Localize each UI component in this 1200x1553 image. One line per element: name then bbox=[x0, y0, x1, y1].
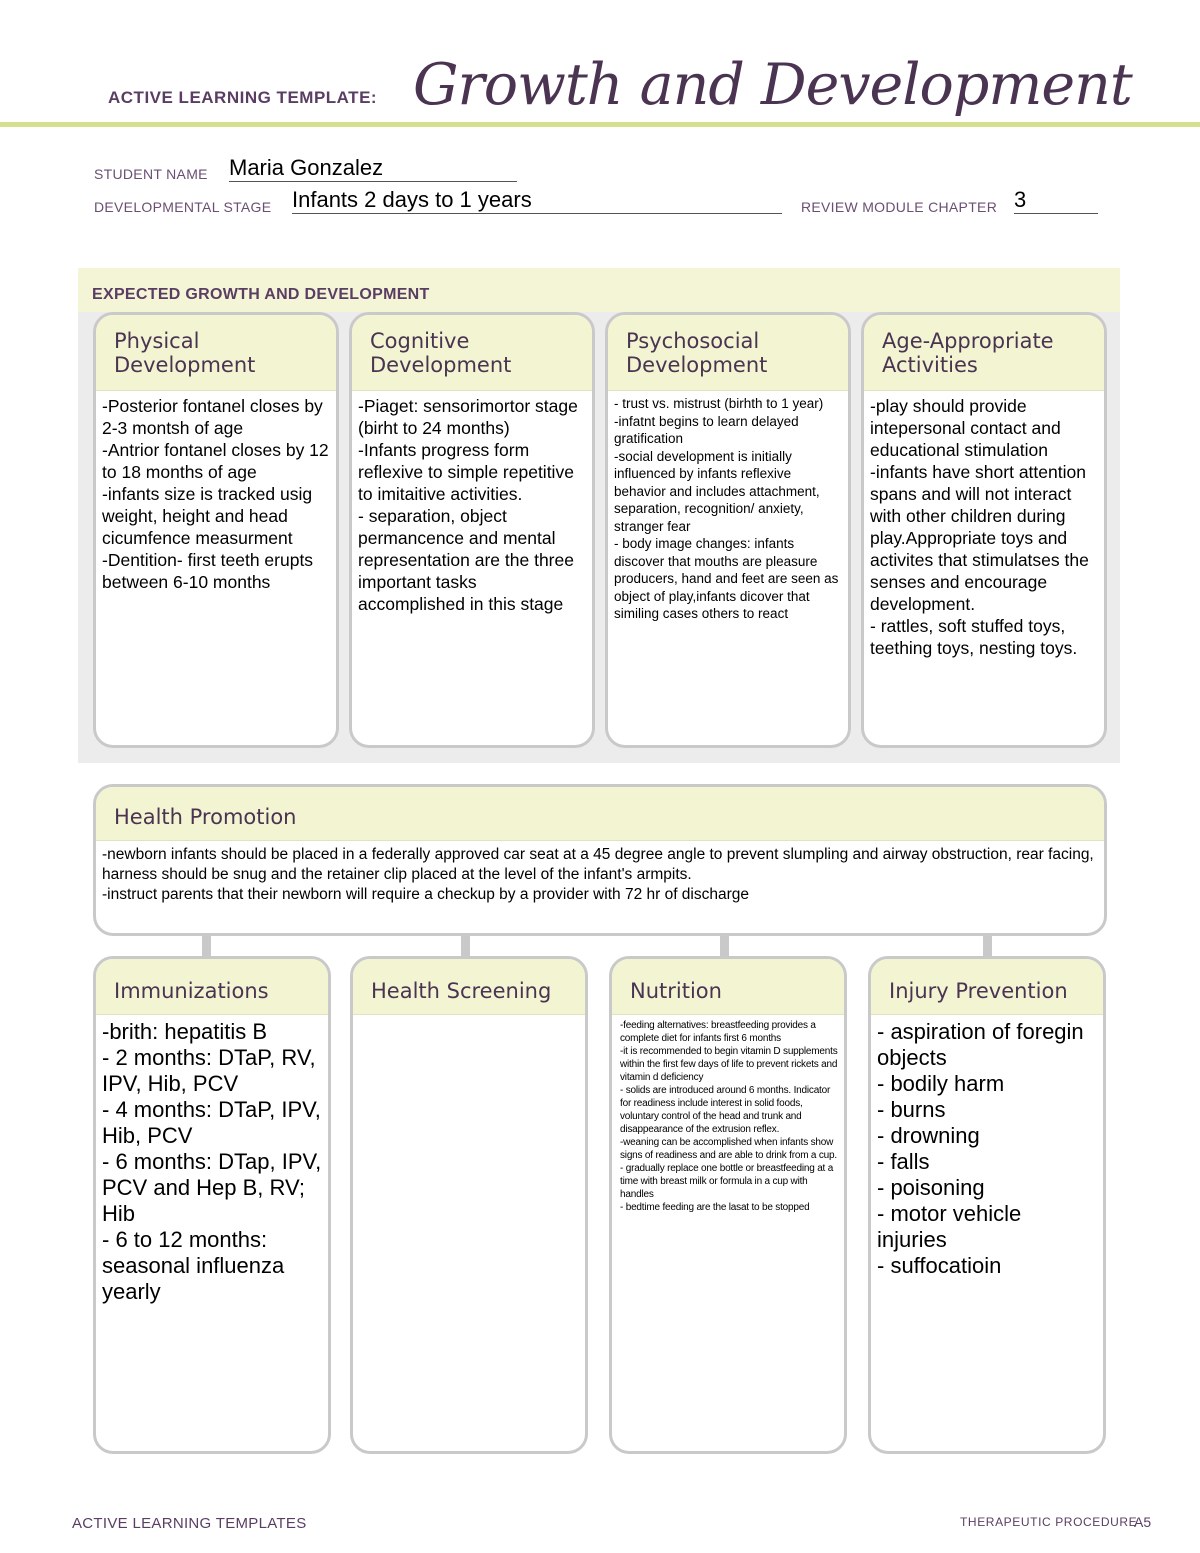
review-chapter-field[interactable]: 3 bbox=[1014, 186, 1098, 214]
injury-prevention-card bbox=[868, 956, 1106, 1454]
card-heading: Injury Prevention bbox=[871, 959, 1103, 1015]
footer-right-label: THERAPEUTIC PROCEDURE bbox=[960, 1515, 1138, 1529]
health-promotion-text[interactable]: -newborn infants should be placed in a federally approved car seat at a 45 degree angle to prevent slumpling and airway obstruction, rear facing, harness should be snug and the retainer clip placed at the level of the infant's armpits. -instruct parents that their newborn will require a checkup by a provider with 72 hr of discharge bbox=[102, 846, 1094, 903]
card-heading: Health Promotion bbox=[96, 787, 1104, 841]
page-title: Growth and Development bbox=[413, 52, 1132, 118]
connector bbox=[720, 936, 729, 956]
student-name-label: STUDENT NAME bbox=[94, 166, 208, 182]
review-chapter-label: REVIEW MODULE CHAPTER bbox=[801, 199, 998, 215]
footer-left-label: ACTIVE LEARNING TEMPLATES bbox=[72, 1515, 307, 1532]
injury-prevention-text[interactable]: - aspiration of foregin objects - bodily harm - burns - drowning - falls - poisoning - motor vehicle injuries - suffocatioin bbox=[877, 1019, 1084, 1278]
psychosocial-development-card bbox=[605, 312, 851, 748]
connector bbox=[202, 936, 211, 956]
age-appropriate-activities-card bbox=[861, 312, 1107, 748]
header-divider bbox=[0, 122, 1200, 127]
card-heading: Psychosocial Development bbox=[608, 315, 848, 391]
page-number: A5 bbox=[1134, 1514, 1152, 1530]
age-appropriate-activities-text[interactable]: -play should provide intepersonal contact and educational stimulation -infants have short attention spans and will not interact with other children during play.Appropriate toys and activites that stimulatses the senses and encourage development. - rattles, soft stuffed toys, teething toys, nesting toys. bbox=[870, 396, 1089, 658]
cognitive-development-card bbox=[349, 312, 595, 748]
expected-growth-title: EXPECTED GROWTH AND DEVELOPMENT bbox=[92, 286, 430, 303]
developmental-stage-label: DEVELOPMENTAL STAGE bbox=[94, 199, 272, 215]
immunizations-text[interactable]: -brith: hepatitis B - 2 months: DTaP, RV, IPV, Hib, PCV - 4 months: DTaP, IPV, Hib, PCV - 6 months: DTap, IPV, PCV and Hep B, RV; Hib - 6 to 12 months: seasonal influenza yearly bbox=[102, 1019, 322, 1304]
physical-development-card bbox=[93, 312, 339, 748]
template-label: ACTIVE LEARNING TEMPLATE: bbox=[108, 88, 378, 107]
student-name-field[interactable]: Maria Gonzalez bbox=[229, 154, 517, 182]
card-heading: Nutrition bbox=[612, 959, 844, 1015]
psychosocial-development-text[interactable]: - trust vs. mistrust (birhth to 1 year) -infatnt begins to learn delayed gratification -social development is initially influenced by infants reflexive behavior and includes attachment, separation, recognition/ anxiety, stranger fear - body image changes: infants discover that mouths are pleasure producers, hand and feet are seen as object of play,infants dicover that similing cases others to react bbox=[614, 396, 839, 621]
connector bbox=[461, 936, 470, 956]
card-heading: Age-Appropriate Activities bbox=[864, 315, 1104, 391]
nutrition-text[interactable]: -feeding alternatives: breastfeeding provides a complete diet for infants first 6 months -it is recommended to begin vitamin D supplements within the first few days of life to prevent rickets and vitamin d deficiency - solids are introduced around 6 months. Indicator for readiness include interest in solid foods, voluntary control of the head and trunk and disappearance of the extrusion reflex. -weaning can be accomplished when infants show signs of readiness and are able to drink from a cup. - gradually replace one bottle or breastfeeding at a time with breast milk or formula in a cup with handles - bedtime feeding are the lasat to be stopped bbox=[620, 1020, 838, 1213]
health-screening-card bbox=[350, 956, 588, 1454]
developmental-stage-field[interactable]: Infants 2 days to 1 years bbox=[292, 186, 782, 214]
card-heading: Immunizations bbox=[96, 959, 328, 1015]
health-promotion-card bbox=[93, 784, 1107, 936]
card-heading: Health Screening bbox=[353, 959, 585, 1015]
card-heading: Physical Development bbox=[96, 315, 336, 391]
health-screening-text[interactable] bbox=[353, 1015, 585, 1023]
card-heading: Cognitive Development bbox=[352, 315, 592, 391]
physical-development-text[interactable]: -Posterior fontanel closes by 2-3 montsh of age -Antrior fontanel closes by 12 to 18 months of age -infants size is tracked usig weight, height and head cicumfence measurment -Dentition- first teeth erupts between 6-10 months bbox=[102, 396, 329, 592]
immunizations-card bbox=[93, 956, 331, 1454]
cognitive-development-text[interactable]: -Piaget: sensorimortor stage (birht to 24 months) -Infants progress form reflexive to simple repetitive to imitaitive activities. - separation, object permancence and mental representation are the three important tasks accomplished in this stage bbox=[358, 396, 578, 614]
connector bbox=[983, 936, 992, 956]
nutrition-card bbox=[609, 956, 847, 1454]
